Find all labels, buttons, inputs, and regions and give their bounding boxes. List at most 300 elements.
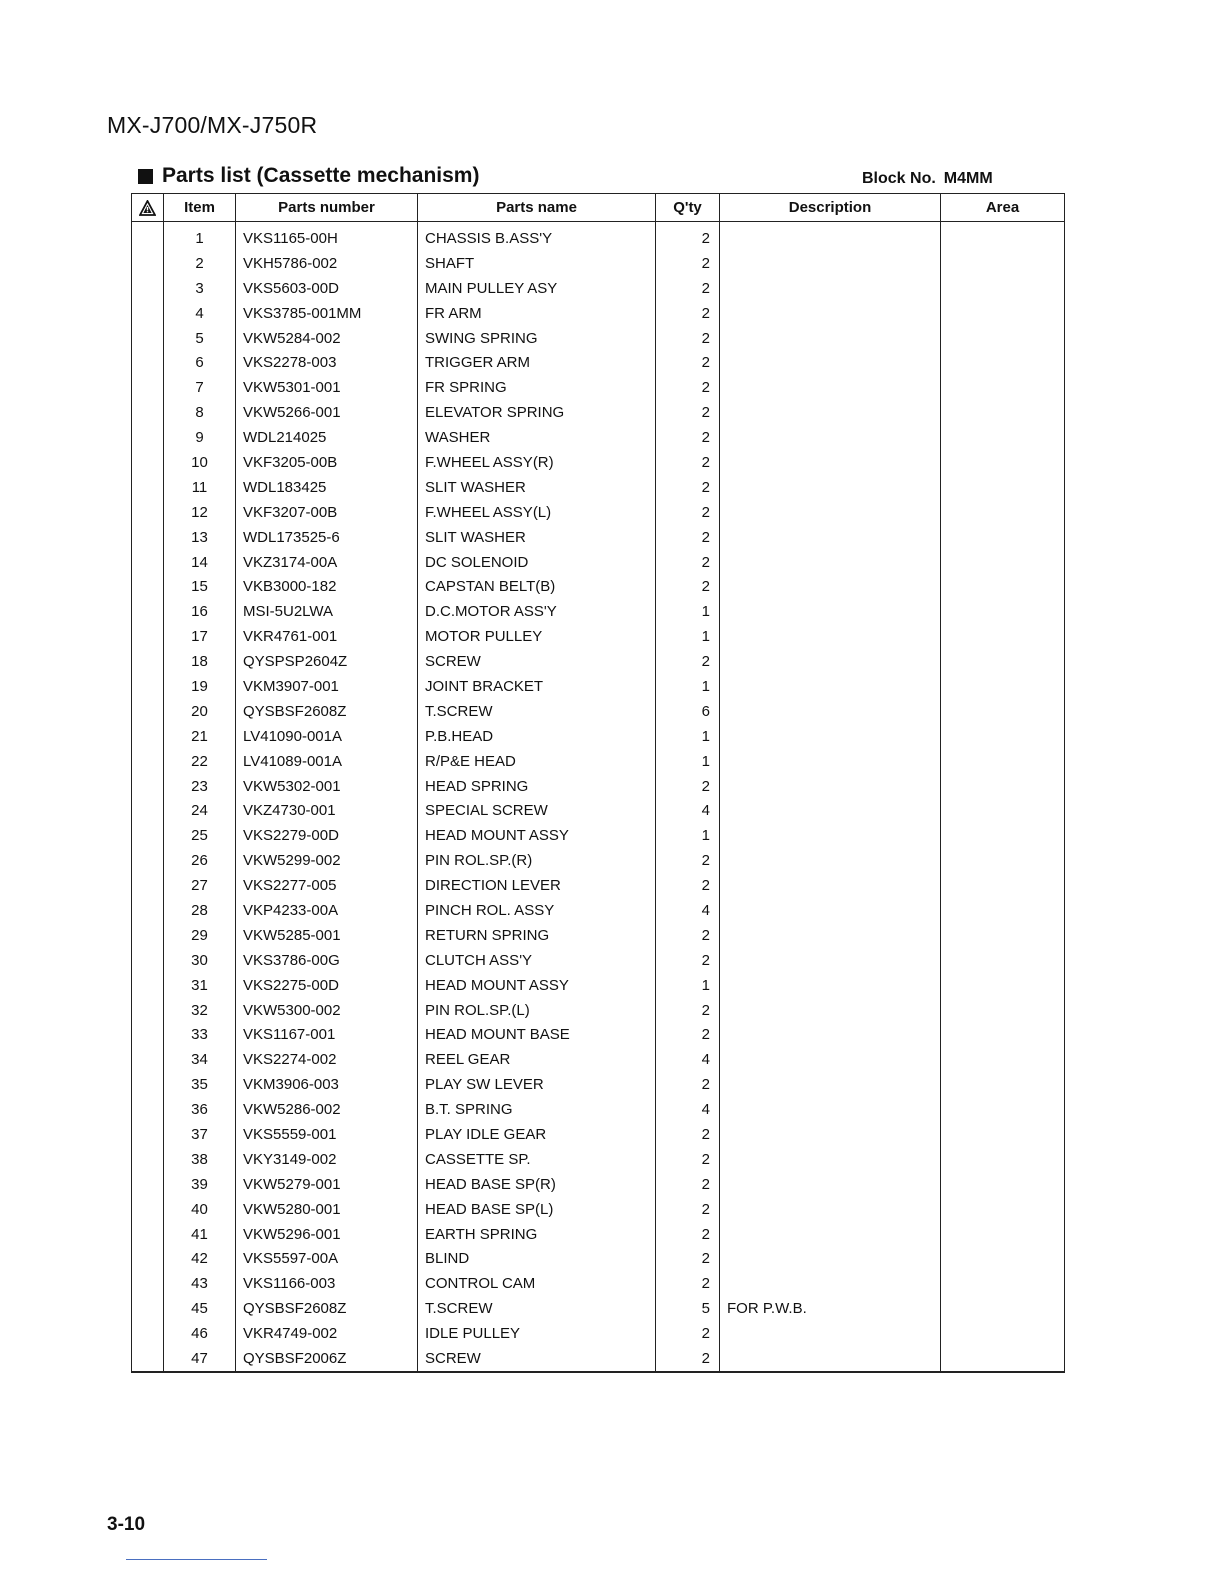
cell-qty: 2 [656,326,720,351]
cell-item: 42 [164,1247,236,1272]
cell-qty: 1 [656,973,720,998]
cell-parts-name: P.B.HEAD [418,724,656,749]
cell-parts-number: VKW5302-001 [236,774,418,799]
cell-parts-name: SLIT WASHER [418,525,656,550]
cell-description [720,276,941,301]
cell-qty: 2 [656,1321,720,1346]
table-row [132,1122,1065,1147]
cell-parts-number: VKZ3174-00A [236,550,418,575]
cell-qty: 2 [656,1222,720,1247]
cell-item: 40 [164,1197,236,1222]
cell-qty: 5 [656,1296,720,1321]
cell-safety [132,450,164,475]
cell-qty: 2 [656,649,720,674]
cell-description [720,574,941,599]
cell-parts-number: VKS5559-001 [236,1122,418,1147]
cell-parts-name: SCREW [418,1346,656,1372]
cell-item: 12 [164,500,236,525]
cell-qty: 4 [656,898,720,923]
cell-description [720,898,941,923]
cell-parts-name: T.SCREW [418,1296,656,1321]
cell-item: 24 [164,798,236,823]
cell-area [941,251,1065,276]
cell-safety [132,998,164,1023]
cell-parts-number: VKS2279-00D [236,823,418,848]
cell-description [720,475,941,500]
cell-parts-number: MSI-5U2LWA [236,599,418,624]
cell-description [720,699,941,724]
cell-description [720,649,941,674]
cell-safety [132,1247,164,1272]
cell-parts-name: FR SPRING [418,375,656,400]
cell-qty: 2 [656,425,720,450]
cell-qty: 4 [656,1097,720,1122]
cell-item: 25 [164,823,236,848]
cell-area [941,1346,1065,1372]
cell-safety [132,1097,164,1122]
cell-description [720,724,941,749]
cell-safety [132,798,164,823]
cell-description [720,326,941,351]
table-row [132,1023,1065,1048]
cell-parts-name: SPECIAL SCREW [418,798,656,823]
table-row [132,350,1065,375]
cell-item: 43 [164,1271,236,1296]
cell-area [941,798,1065,823]
cell-safety [132,1172,164,1197]
cell-area [941,923,1065,948]
cell-safety [132,1271,164,1296]
cell-item: 19 [164,674,236,699]
cell-parts-number: VKR4749-002 [236,1321,418,1346]
cell-parts-number: VKW5266-001 [236,400,418,425]
table-row [132,301,1065,326]
cell-safety [132,724,164,749]
cell-parts-name: SHAFT [418,251,656,276]
table-row [132,525,1065,550]
table-row [132,1271,1065,1296]
table-row [132,1296,1065,1321]
cell-parts-name: MOTOR PULLEY [418,624,656,649]
cell-qty: 2 [656,998,720,1023]
cell-qty: 1 [656,674,720,699]
table-row [132,1197,1065,1222]
cell-qty: 2 [656,923,720,948]
cell-qty: 2 [656,948,720,973]
cell-area [941,973,1065,998]
cell-description [720,1271,941,1296]
cell-area [941,1247,1065,1272]
table-row [132,574,1065,599]
cell-description [720,798,941,823]
cell-parts-name: PLAY SW LEVER [418,1072,656,1097]
cell-parts-number: QYSPSP2604Z [236,649,418,674]
cell-item: 16 [164,599,236,624]
cell-item: 38 [164,1147,236,1172]
table-row [132,500,1065,525]
cell-safety [132,774,164,799]
cell-safety [132,251,164,276]
cell-area [941,724,1065,749]
cell-safety [132,1147,164,1172]
cell-safety [132,624,164,649]
cell-safety [132,326,164,351]
table-row [132,425,1065,450]
cell-parts-name: D.C.MOTOR ASS'Y [418,599,656,624]
table-row [132,1247,1065,1272]
cell-parts-number: WDL214025 [236,425,418,450]
cell-safety [132,1321,164,1346]
cell-qty: 2 [656,873,720,898]
cell-parts-number: VKS2275-00D [236,973,418,998]
cell-qty: 2 [656,848,720,873]
cell-description [720,1321,941,1346]
cell-safety [132,1072,164,1097]
table-row [132,475,1065,500]
cell-description [720,624,941,649]
cell-description [720,599,941,624]
cell-parts-number: VKP4233-00A [236,898,418,923]
cell-item: 2 [164,251,236,276]
cell-area [941,998,1065,1023]
cell-description [720,998,941,1023]
cell-area [941,301,1065,326]
cell-description [720,1222,941,1247]
cell-safety [132,400,164,425]
cell-description [720,873,941,898]
cell-parts-number: VKW5286-002 [236,1097,418,1122]
cell-qty: 2 [656,1172,720,1197]
cell-safety [132,1222,164,1247]
cell-item: 5 [164,326,236,351]
cell-safety [132,973,164,998]
cell-item: 1 [164,222,236,251]
cell-item: 35 [164,1072,236,1097]
table-row [132,400,1065,425]
table-row [132,599,1065,624]
cell-item: 11 [164,475,236,500]
cell-parts-name: HEAD SPRING [418,774,656,799]
square-bullet-icon [138,169,153,184]
table-row [132,450,1065,475]
cell-parts-name: PINCH ROL. ASSY [418,898,656,923]
cell-qty: 2 [656,450,720,475]
cell-parts-name: CLUTCH ASS'Y [418,948,656,973]
cell-parts-number: VKH5786-002 [236,251,418,276]
cell-area [941,222,1065,251]
cell-item: 36 [164,1097,236,1122]
cell-description [720,674,941,699]
cell-area [941,848,1065,873]
cell-qty: 1 [656,599,720,624]
cell-area [941,276,1065,301]
cell-qty: 2 [656,1247,720,1272]
cell-item: 6 [164,350,236,375]
table-row [132,923,1065,948]
cell-safety [132,222,164,251]
cell-item: 21 [164,724,236,749]
cell-area [941,699,1065,724]
cell-safety [132,276,164,301]
cell-qty: 4 [656,798,720,823]
cell-parts-name: WASHER [418,425,656,450]
table-row [132,624,1065,649]
cell-parts-name: ELEVATOR SPRING [418,400,656,425]
cell-area [941,674,1065,699]
cell-parts-name: FR ARM [418,301,656,326]
cell-item: 32 [164,998,236,1023]
cell-safety [132,301,164,326]
cell-description [720,375,941,400]
cell-safety [132,525,164,550]
cell-parts-number: WDL173525-6 [236,525,418,550]
cell-area [941,475,1065,500]
cell-parts-number: VKW5296-001 [236,1222,418,1247]
table-row [132,873,1065,898]
cell-item: 15 [164,574,236,599]
cell-safety [132,948,164,973]
cell-parts-name: PIN ROL.SP.(L) [418,998,656,1023]
cell-qty: 2 [656,1197,720,1222]
parts-table-body [132,222,1065,1372]
cell-item: 47 [164,1346,236,1372]
cell-qty: 2 [656,1346,720,1372]
cell-parts-number: VKY3149-002 [236,1147,418,1172]
cell-safety [132,873,164,898]
cell-safety [132,1122,164,1147]
cell-description [720,848,941,873]
cell-parts-number: VKW5284-002 [236,326,418,351]
table-row [132,1047,1065,1072]
cell-item: 20 [164,699,236,724]
cell-description [720,1172,941,1197]
cell-item: 28 [164,898,236,923]
cell-parts-name: JOINT BRACKET [418,674,656,699]
table-row [132,948,1065,973]
cell-area [941,749,1065,774]
cell-safety [132,823,164,848]
cell-item: 41 [164,1222,236,1247]
cell-description [720,550,941,575]
table-row [132,276,1065,301]
cell-item: 7 [164,375,236,400]
cell-area [941,1172,1065,1197]
cell-parts-number: LV41090-001A [236,724,418,749]
cell-parts-name: MAIN PULLEY ASY [418,276,656,301]
cell-area [941,425,1065,450]
section-heading [138,164,479,188]
cell-item: 3 [164,276,236,301]
table-row [132,823,1065,848]
header-safety [132,194,164,222]
cell-parts-name: EARTH SPRING [418,1222,656,1247]
cell-item: 31 [164,973,236,998]
table-row [132,375,1065,400]
cell-parts-number: LV41089-001A [236,749,418,774]
cell-parts-name: CONTROL CAM [418,1271,656,1296]
cell-parts-name: REEL GEAR [418,1047,656,1072]
header-area: Area [941,194,1065,222]
table-row [132,998,1065,1023]
footer-rule [126,1559,267,1560]
table-row [132,649,1065,674]
cell-parts-name: HEAD BASE SP(R) [418,1172,656,1197]
table-header-row [132,194,1065,222]
cell-safety [132,848,164,873]
table-row [132,724,1065,749]
cell-safety [132,350,164,375]
cell-safety [132,898,164,923]
cell-area [941,525,1065,550]
cell-item: 8 [164,400,236,425]
cell-item: 27 [164,873,236,898]
cell-item: 18 [164,649,236,674]
table-row [132,898,1065,923]
cell-area [941,599,1065,624]
cell-description [720,923,941,948]
cell-parts-name: DIRECTION LEVER [418,873,656,898]
cell-parts-number: VKS2277-005 [236,873,418,898]
cell-parts-name: RETURN SPRING [418,923,656,948]
cell-qty: 6 [656,699,720,724]
cell-qty: 2 [656,574,720,599]
cell-area [941,1097,1065,1122]
cell-parts-number: VKS2278-003 [236,350,418,375]
cell-qty: 2 [656,475,720,500]
cell-item: 30 [164,948,236,973]
cell-parts-number: QYSBSF2608Z [236,1296,418,1321]
cell-qty: 4 [656,1047,720,1072]
cell-area [941,898,1065,923]
cell-safety [132,1047,164,1072]
cell-description [720,749,941,774]
cell-qty: 2 [656,1122,720,1147]
cell-qty: 2 [656,251,720,276]
cell-parts-name: IDLE PULLEY [418,1321,656,1346]
cell-description [720,1097,941,1122]
cell-item: 23 [164,774,236,799]
cell-safety [132,749,164,774]
cell-parts-number: VKW5285-001 [236,923,418,948]
header-qty: Q'ty [656,194,720,222]
cell-parts-number: VKW5279-001 [236,1172,418,1197]
cell-item: 29 [164,923,236,948]
table-row [132,848,1065,873]
cell-item: 14 [164,550,236,575]
table-row [132,1321,1065,1346]
table-row [132,1222,1065,1247]
cell-area [941,1072,1065,1097]
cell-safety [132,674,164,699]
block-value: M4MM [943,170,993,187]
cell-parts-number: WDL183425 [236,475,418,500]
cell-qty: 1 [656,624,720,649]
cell-parts-number: VKS2274-002 [236,1047,418,1072]
cell-description [720,1023,941,1048]
cell-area [941,823,1065,848]
header-parts-name: Parts name [418,194,656,222]
cell-qty: 2 [656,1023,720,1048]
cell-parts-name: HEAD MOUNT ASSY [418,823,656,848]
cell-safety [132,375,164,400]
cell-item: 17 [164,624,236,649]
cell-parts-number: VKS3786-00G [236,948,418,973]
cell-area [941,1122,1065,1147]
cell-area [941,375,1065,400]
cell-parts-number: VKS1166-003 [236,1271,418,1296]
cell-qty: 2 [656,400,720,425]
table-row [132,749,1065,774]
table-row [132,326,1065,351]
cell-parts-number: VKW5280-001 [236,1197,418,1222]
cell-area [941,624,1065,649]
cell-safety [132,1296,164,1321]
cell-description [720,1147,941,1172]
cell-parts-name: CASSETTE SP. [418,1147,656,1172]
cell-item: 39 [164,1172,236,1197]
cell-parts-number: VKR4761-001 [236,624,418,649]
cell-parts-number: VKS1167-001 [236,1023,418,1048]
cell-description [720,774,941,799]
cell-safety [132,699,164,724]
cell-description [720,350,941,375]
cell-description [720,301,941,326]
table-row [132,674,1065,699]
cell-description [720,251,941,276]
cell-description [720,973,941,998]
cell-safety [132,425,164,450]
cell-parts-number: QYSBSF2006Z [236,1346,418,1372]
table-row [132,1097,1065,1122]
cell-area [941,1321,1065,1346]
cell-area [941,1296,1065,1321]
cell-qty: 2 [656,500,720,525]
parts-table [131,193,1065,1373]
cell-safety [132,923,164,948]
cell-parts-number: VKZ4730-001 [236,798,418,823]
cell-qty: 2 [656,350,720,375]
cell-description [720,1247,941,1272]
cell-parts-name: SWING SPRING [418,326,656,351]
cell-qty: 2 [656,525,720,550]
cell-qty: 2 [656,1072,720,1097]
cell-item: 10 [164,450,236,475]
cell-parts-name: PLAY IDLE GEAR [418,1122,656,1147]
cell-safety [132,1023,164,1048]
cell-item: 34 [164,1047,236,1072]
table-row [132,222,1065,251]
cell-parts-name: HEAD MOUNT BASE [418,1023,656,1048]
cell-qty: 2 [656,276,720,301]
cell-qty: 2 [656,375,720,400]
cell-parts-number: VKS1165-00H [236,222,418,251]
cell-description [720,222,941,251]
cell-area [941,1197,1065,1222]
cell-parts-name: CAPSTAN BELT(B) [418,574,656,599]
cell-parts-name: F.WHEEL ASSY(L) [418,500,656,525]
cell-description [720,450,941,475]
cell-area [941,1023,1065,1048]
cell-description [720,525,941,550]
header-description: Description [720,194,941,222]
cell-description: FOR P.W.B. [720,1296,941,1321]
cell-item: 9 [164,425,236,450]
cell-parts-name: SLIT WASHER [418,475,656,500]
cell-qty: 1 [656,823,720,848]
cell-parts-name: SCREW [418,649,656,674]
cell-item: 33 [164,1023,236,1048]
cell-parts-name: BLIND [418,1247,656,1272]
